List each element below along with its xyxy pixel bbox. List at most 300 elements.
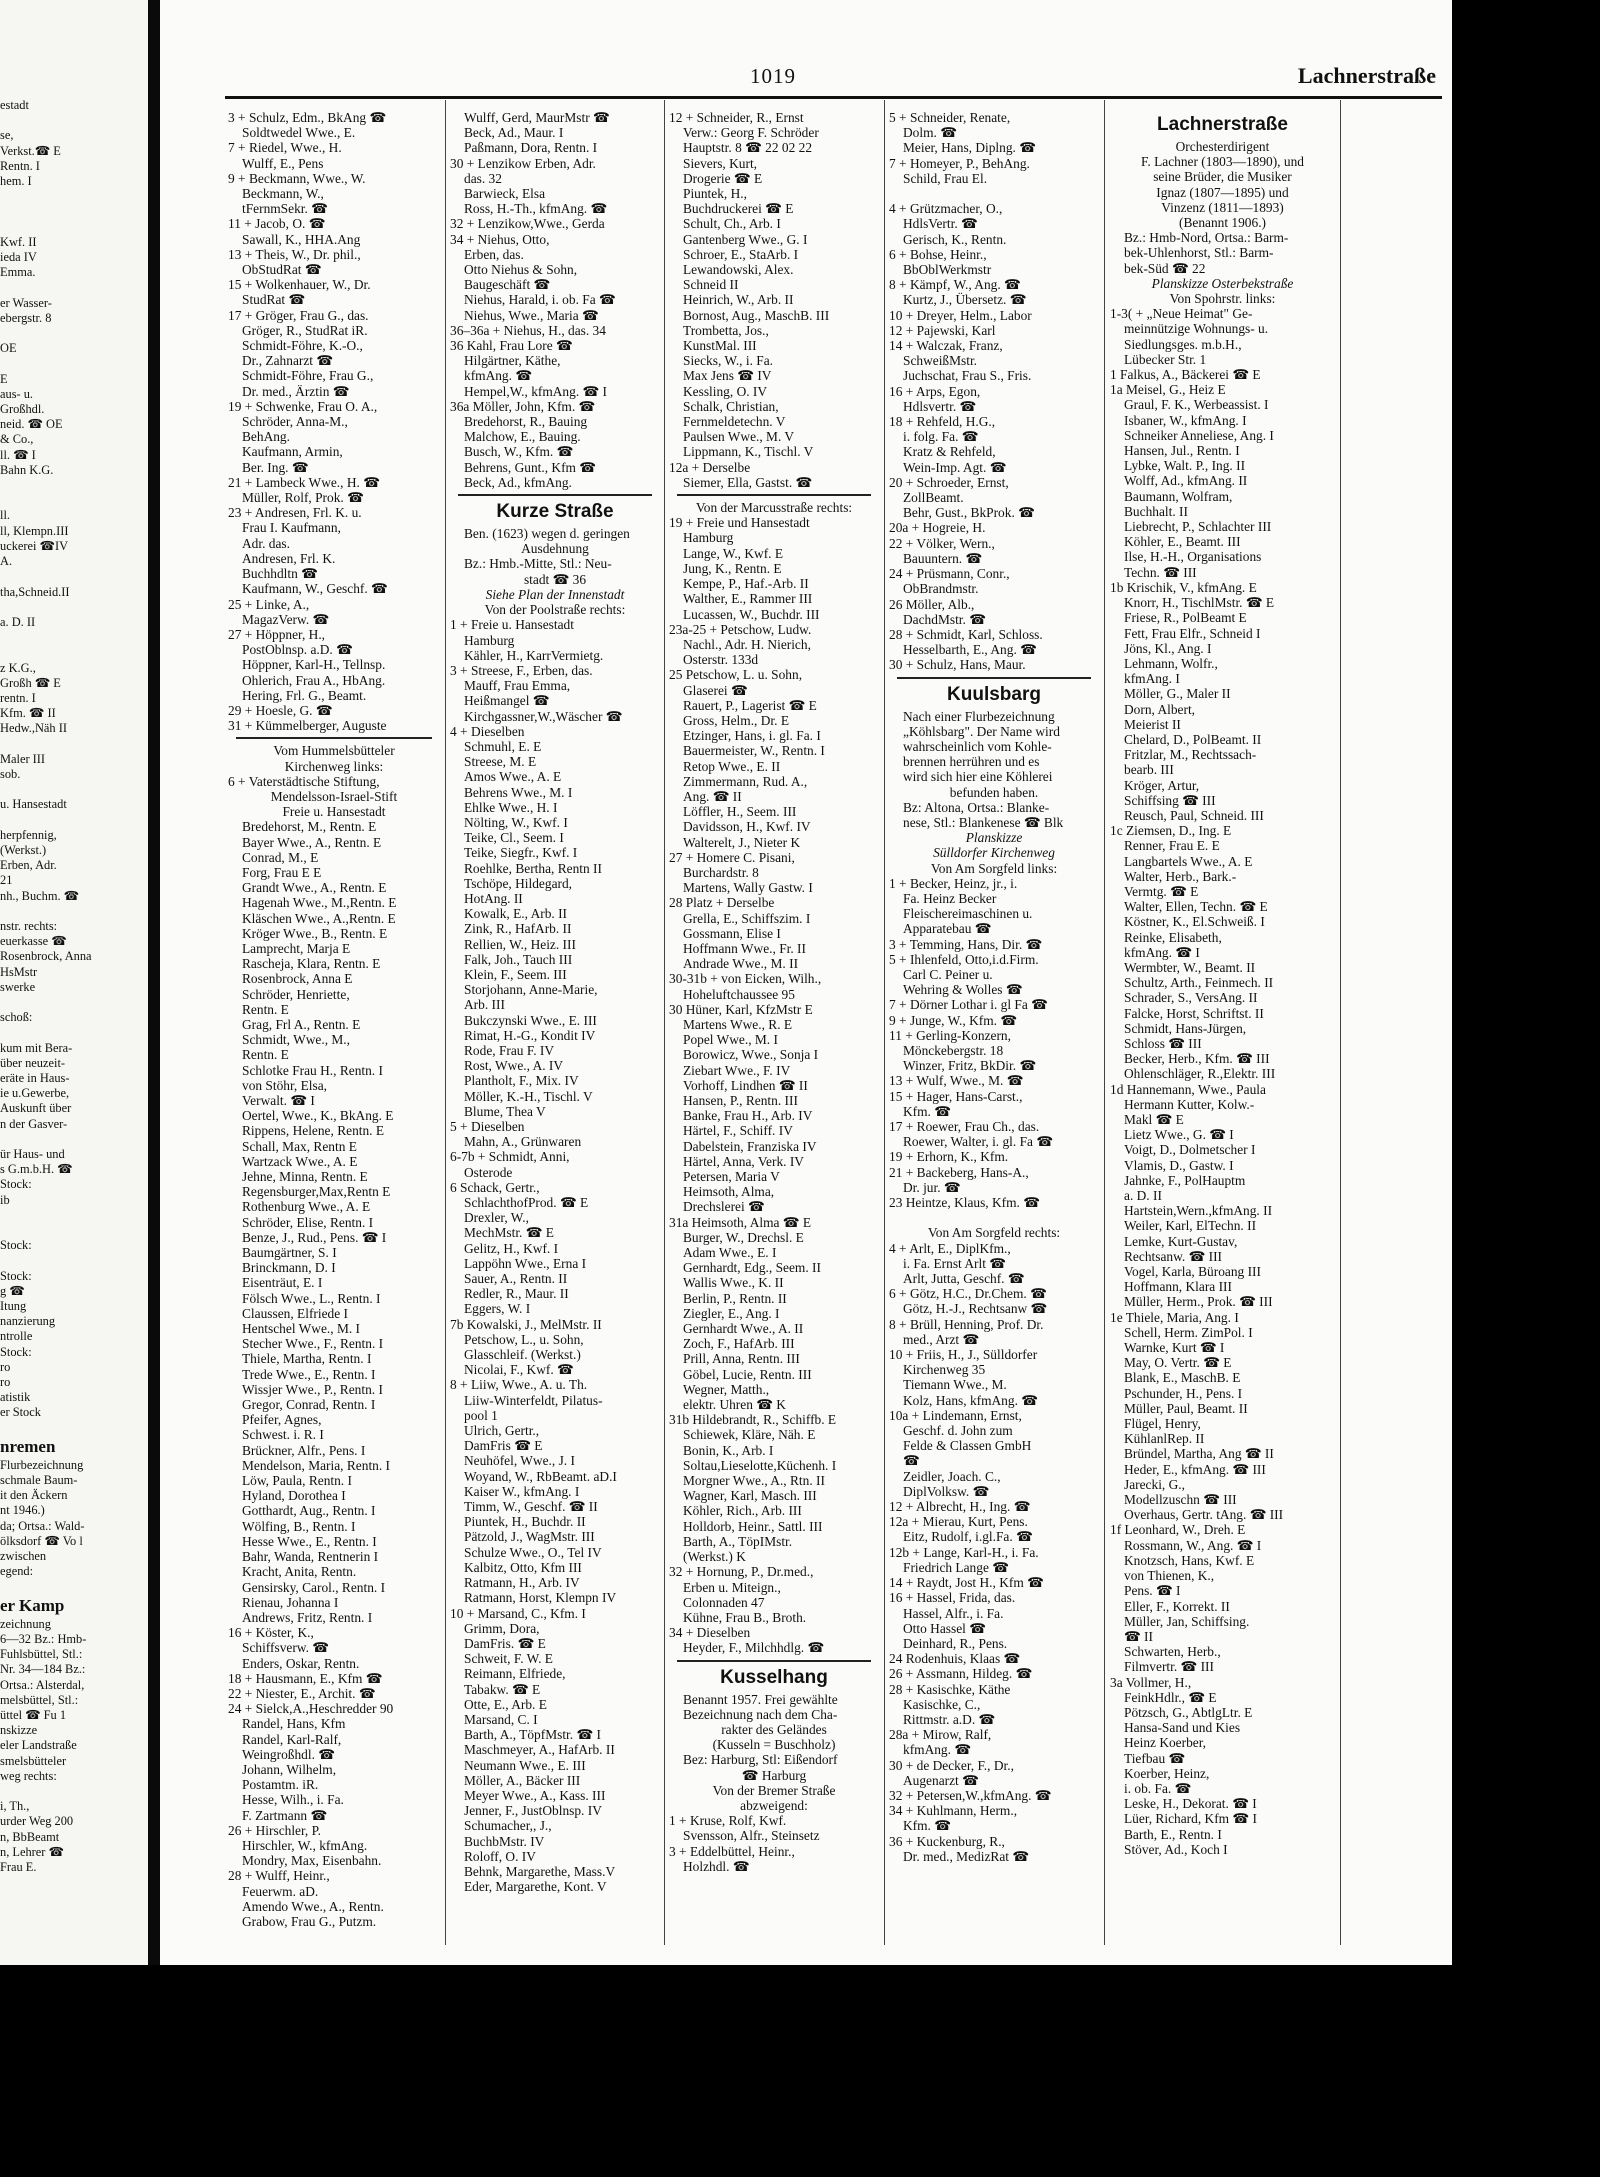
directory-entry: Hoffmann, Klara III (1124, 1279, 1232, 1295)
directory-entry: 7 + Dörner Lothar i. gl Fa ☎ (889, 997, 1048, 1013)
directory-entry: 36–36a + Niehus, H., das. 34 (450, 322, 606, 338)
previous-page-line: 21 (0, 873, 13, 888)
directory-entry: Gensirsky, Carol., Rentn. I (242, 1579, 386, 1595)
directory-entry: Ratmann, H., Arb. IV (464, 1575, 580, 1591)
directory-entry: Rosenbrock, Anna E (242, 971, 353, 987)
directory-entry: wahrscheinlich vom Kohle- (903, 738, 1052, 754)
directory-entry: Schroer, E., StaArb. I (683, 246, 799, 262)
directory-entry: DiplVolksw. ☎ (903, 1483, 990, 1499)
directory-entry: Mahn, A., Grünwaren (464, 1134, 582, 1150)
directory-entry: Timm, W., Geschf. ☎ II (464, 1499, 598, 1515)
directory-entry: Bahr, Wanda, Rentnerin I (242, 1549, 379, 1565)
directory-entry: Schult, Ch., Arb. I (683, 216, 781, 232)
directory-entry: Rittmstr. a.D. ☎ (903, 1711, 996, 1727)
directory-entry: Hering, Frl. G., Beamt. (242, 687, 367, 703)
directory-entry: Bauermeister, W., Rentn. I (683, 743, 825, 759)
directory-entry: Maschmeyer, A., HafArb. II (464, 1742, 615, 1758)
directory-entry: Schneid II (683, 277, 739, 293)
directory-entry: Mendelson, Maria, Rentn. I (242, 1457, 391, 1473)
directory-entry: Weiler, Karl, ElTechn. II (1124, 1218, 1257, 1234)
directory-entry: Soltau,Lieselotte,Küchenh. I (683, 1457, 837, 1473)
directory-entry: Eitz, Rudolf, i.gl.Fa. ☎ (903, 1529, 1033, 1545)
directory-entry: Marsand, C. I (464, 1711, 538, 1727)
directory-entry: 31a Heimsoth, Alma ☎ E (669, 1214, 812, 1230)
directory-entry: Meierist II (1124, 716, 1181, 732)
directory-entry: wird sich hier eine Köhlerei (903, 769, 1053, 785)
directory-entry: Brückner, Alfr., Pens. I (242, 1442, 366, 1458)
directory-entry: Jung, K., Rentn. E (683, 560, 782, 576)
directory-entry: meinnützige Wohnungs- u. (1124, 321, 1269, 337)
directory-entry: Dr. jur. ☎ (903, 1179, 961, 1195)
directory-entry: Gröger, R., StudRat iR. (242, 322, 368, 338)
directory-entry: pool 1 (464, 1407, 498, 1423)
directory-entry: 30-31b + von Eicken, Wilh., (669, 971, 822, 987)
directory-entry: Glasschleif. (Werkst.) (464, 1347, 581, 1363)
directory-entry: Martens, Wally Gastw. I (683, 880, 813, 896)
previous-page-line: melsbüttel, Stl.: (0, 1692, 79, 1707)
directory-entry: SchweißMstr. (903, 353, 978, 369)
previous-page-line: ll, Klempn.III (0, 523, 69, 538)
directory-entry: Löffler, H., Seem. III (683, 804, 797, 820)
directory-entry: Hempel,W., kfmAng. ☎ I (464, 383, 608, 399)
directory-entry: Beck, Ad., Maur. I (464, 125, 564, 141)
directory-entry: 18 + Hausmann, E., Kfm ☎ (228, 1670, 383, 1686)
directory-entry: Kratz & Rehfeld, (903, 444, 996, 460)
directory-entry: Rippens, Helene, Rentn. E (242, 1123, 385, 1139)
directory-entry: 1e Thiele, Maria, Ang. I (1110, 1309, 1239, 1325)
directory-entry: Schmidt-Föhre, K.-O., (242, 338, 363, 354)
directory-entry: FeinkHdlr., ☎ E (1124, 1689, 1217, 1705)
directory-entry: Osterode (464, 1164, 513, 1180)
previous-page-line (0, 995, 146, 1010)
directory-entry: Davidsson, H., Kwf. IV (683, 819, 811, 835)
directory-entry: HotAng. II (464, 890, 523, 906)
previous-page-line: aus- u. (0, 386, 34, 401)
directory-entry: Flügel, Henry, (1124, 1416, 1201, 1432)
directory-entry: Ross, H.-Th., kfmAng. ☎ (464, 201, 608, 217)
directory-entry: Schneiker Anneliese, Ang. I (1124, 427, 1274, 443)
directory-entry: Verwalt. ☎ I (242, 1093, 315, 1108)
directory-entry: Jahnke, F., PolHauptm (1124, 1172, 1246, 1188)
directory-entry: 24 + Prüsmann, Conr., (889, 566, 1010, 582)
directory-entry: Lappöhn Wwe., Erna I (464, 1255, 587, 1271)
directory-entry: 32 + Lenzikow,Wwe., Gerda (450, 216, 605, 232)
directory-entry: Reimann, Elfriede, (464, 1666, 566, 1682)
previous-page-line (0, 280, 146, 295)
directory-entry: Wulff, E., Pens (242, 155, 324, 171)
directory-entry: Tiemann Wwe., M. (903, 1377, 1007, 1393)
directory-entry: Adam Wwe., E. I (683, 1245, 777, 1261)
directory-entry: 14 + Walczak, Franz, (889, 338, 1003, 354)
directory-entry: Baugeschäft ☎ (464, 277, 551, 293)
street-heading: Lachnerstraße (1157, 114, 1288, 135)
directory-entry: 1b Krischik, V., kfmAng. E (1110, 579, 1257, 595)
directory-entry: Piuntek, H., (683, 186, 747, 202)
previous-page-line: ölksdorf ☎ Vo l (0, 1533, 83, 1548)
directory-entry: F. Lachner (1803—1890), und (1141, 154, 1304, 170)
directory-entry: Rimat, H.-G., Kondit IV (464, 1027, 596, 1043)
directory-entry: Schiffsing ☎ III (1124, 792, 1216, 808)
previous-page-line: Rosenbrock, Anna (0, 949, 92, 964)
previous-page-line: atistik (0, 1390, 31, 1405)
directory-entry: Reusch, Paul, Schneid. III (1124, 807, 1264, 823)
directory-entry: Von Am Sorgfeld links: (930, 860, 1058, 876)
directory-entry: BehAng. (242, 429, 290, 445)
directory-entry: Schmidt, Wwe., M., (242, 1032, 350, 1048)
directory-entry: Becker, Herb., Kfm. ☎ III (1124, 1051, 1270, 1067)
directory-entry: Bz.: Hmb-Nord, Ortsa.: Barm- (1124, 230, 1289, 246)
directory-entry: Müller, Paul, Beamt. II (1124, 1400, 1248, 1416)
directory-entry: Kaufmann, W., Geschf. ☎ (242, 581, 388, 597)
directory-entry: Neuhöfel, Wwe., J. I (464, 1453, 575, 1469)
directory-entry: Geschf. d. John zum (903, 1423, 1013, 1439)
directory-entry: Nachl., Adr. H. Nierich, (683, 636, 811, 652)
directory-entry: Schwarten, Herb., (1124, 1644, 1221, 1660)
directory-entry: Graul, F. K., Werbeassist. I (1124, 397, 1269, 413)
previous-page-line: s G.m.b.H. ☎ (0, 1162, 73, 1177)
directory-entry: Regensburger,Max,Rentn E (242, 1184, 391, 1200)
directory-entry: Ulrich, Gertr., (464, 1423, 540, 1439)
previous-page-line: 6—32 Bz.: Hmb- (0, 1631, 87, 1646)
scan-border-right (1452, 0, 1600, 2177)
directory-entry: 21 + Lambeck Wwe., H. ☎ (228, 474, 380, 490)
book-gutter (148, 0, 160, 1965)
directory-entry: 28 + Schmidt, Karl, Schloss. (889, 626, 1043, 642)
directory-entry: elektr. Uhren ☎ K (683, 1397, 786, 1413)
directory-entry: Isbaner, W., kfmAng. I (1124, 412, 1247, 428)
directory-entry: Grabow, Frau G., Putzm. (242, 1913, 377, 1929)
directory-entry: 36 + Kuckenburg, R., (889, 1833, 1005, 1849)
previous-page-line: & Co., (0, 432, 34, 447)
previous-page-line: g ☎ (0, 1283, 25, 1298)
previous-page-line (0, 493, 146, 508)
previous-page-line (0, 1253, 146, 1268)
directory-entry: Weingroßhdl. ☎ (242, 1746, 335, 1762)
directory-entry: (Benannt 1906.) (1178, 215, 1267, 231)
previous-page-line: Kwf. II (0, 234, 37, 249)
directory-entry: 10 + Dreyer, Helm., Labor (889, 307, 1032, 323)
previous-page-line: se, (0, 128, 14, 143)
directory-entry: Grimm, Dora, (464, 1620, 540, 1636)
directory-entry: Neumann Wwe., E. III (464, 1757, 586, 1773)
previous-page-line: kum mit Bera- (0, 1040, 73, 1055)
street-heading: Kurze Straße (496, 501, 614, 523)
directory-entry: Techn. ☎ III (1124, 564, 1197, 580)
directory-entry: Lybke, Walt. P., Ing. II (1124, 458, 1246, 474)
directory-entry: Köhler, Rich., Arb. III (683, 1503, 802, 1519)
previous-page-line (0, 1223, 146, 1238)
column-1 (228, 110, 440, 1929)
column-divider (1104, 100, 1105, 1945)
directory-entry: 5 + Dieselben (450, 1119, 525, 1134)
directory-entry: 7 + Homeyer, P., BehAng. (889, 155, 1030, 171)
directory-entry: Hoffmann Wwe., Fr. II (683, 940, 806, 956)
directory-entry: Filmvertr. ☎ III (1124, 1659, 1214, 1675)
directory-entry: Chelard, D., PolBeamt. II (1124, 731, 1262, 747)
directory-entry: a. D. II (1124, 1188, 1162, 1204)
directory-entry: Teike, Siegfr., Kwf. I (464, 845, 578, 861)
previous-page-line: Kfm. ☎ II (0, 706, 56, 721)
directory-entry: von Stöhr, Elsa, (242, 1077, 328, 1093)
directory-entry: Hamburg (683, 530, 734, 546)
directory-entry: Möller, G., Maler II (1124, 686, 1231, 702)
directory-entry: 6 + Vaterstädtische Stiftung, (228, 773, 380, 789)
street-heading: Kusselhang (720, 1666, 828, 1688)
directory-entry: Schlotke Frau H., Rentn. I (242, 1062, 383, 1078)
column-divider (445, 100, 446, 1945)
directory-entry: 1d Hannemann, Wwe., Paula (1110, 1081, 1266, 1097)
directory-entry: Blume, Thea V (464, 1103, 546, 1119)
directory-entry: bek-Süd ☎ 22 (1124, 260, 1206, 276)
directory-entry: Gossmann, Elise I (683, 925, 781, 941)
directory-entry: Bezeichnung nach dem Cha- (683, 1706, 838, 1722)
previous-page-line: Erben, Adr. (0, 858, 57, 873)
directory-entry: Gantenberg Wwe., G. I (683, 231, 808, 247)
previous-page-line: estadt (0, 98, 29, 112)
directory-entry: Carl C. Peiner u. (903, 966, 993, 982)
directory-entry: Dorn, Albert, (1124, 701, 1196, 717)
directory-entry: 16 + Arps, Egon, (889, 383, 981, 399)
directory-entry: kfmAng. ☎ (464, 368, 533, 384)
directory-entry: Heißmangel ☎ (464, 693, 550, 709)
directory-entry: Kfm. ☎ (903, 1103, 951, 1119)
directory-entry: Sievers, Kurt, (683, 155, 758, 171)
directory-entry: Götz, H.-J., Rechtsanw ☎ (903, 1301, 1048, 1317)
directory-entry: ObStudRat ☎ (242, 262, 322, 278)
directory-entry: Löw, Paula, Rentn. I (242, 1473, 352, 1489)
directory-entry: 28 + Wulff, Heinr., (228, 1868, 330, 1884)
directory-entry: Kühne, Frau B., Broth. (683, 1609, 807, 1625)
directory-entry: Ausdehnung (521, 541, 589, 557)
directory-entry: Falcke, Horst, Schriftst. II (1124, 1005, 1264, 1021)
previous-page-line: über neuzeit- (0, 1055, 66, 1070)
directory-entry: Baumgärtner, S. I (242, 1245, 337, 1261)
directory-entry: Bez: Harburg, Stl: Eißendorf (683, 1752, 838, 1768)
directory-entry: Liiw-Winterfeldt, Pilatus- (464, 1392, 603, 1408)
previous-page-line: urder Weg 200 (0, 1814, 74, 1829)
previous-page-line: zwischen (0, 1549, 47, 1564)
directory-entry: bearb. III (1124, 762, 1174, 778)
directory-entry: Falk, Joh., Tauch III (464, 951, 573, 967)
previous-page-line (0, 1784, 146, 1799)
directory-entry: Behrens Wwe., M. I (464, 784, 573, 800)
directory-entry: 23a-25 + Petschow, Ludw. (669, 621, 812, 637)
directory-entry: Hansa-Sand und Kies (1124, 1720, 1241, 1736)
directory-entry: Wagner, Karl, Masch. III (683, 1488, 817, 1504)
directory-entry: Blank, E., MaschB. E (1124, 1370, 1241, 1386)
directory-entry: Orchesterdirigent (1175, 139, 1270, 154)
directory-entry: Ben. (1623) wegen d. geringen (464, 526, 630, 542)
directory-entry: Felde & Classen GmbH (903, 1438, 1032, 1454)
directory-entry: Roewer, Walter, i. gl. Fa ☎ (903, 1134, 1054, 1150)
directory-entry: 10a + Lindemann, Ernst, (889, 1407, 1022, 1423)
directory-entry: 16 + Köster, K., (228, 1625, 314, 1641)
directory-entry: Hauptstr. 8 ☎ 22 02 22 (683, 140, 813, 156)
directory-entry: 13 + Theis, W., Dr. phil., (228, 246, 361, 262)
directory-entry: Müller, Jan, Schiffsing. (1124, 1613, 1250, 1629)
directory-entry: Niehus, Wwe., Maria ☎ (464, 307, 599, 323)
directory-entry: 29 + Hoesle, G. ☎ (228, 702, 333, 718)
directory-entry: DamFris ☎ E (464, 1438, 543, 1454)
directory-entry: Martens Wwe., R. E (683, 1016, 793, 1032)
directory-entry: 12 + Pajewski, Karl (889, 322, 996, 338)
directory-entry: Barth, A., TöpIMstr. (683, 1533, 793, 1549)
previous-page-line (0, 645, 146, 660)
directory-entry: Petschow, L., u. Sohn, (464, 1331, 584, 1347)
directory-entry: Bredehorst, R., Bauing (464, 414, 588, 430)
previous-page-line: Hedw.,Näh II (0, 721, 67, 736)
column-divider (664, 100, 665, 1945)
directory-entry: Johann, Wilhelm, (242, 1761, 337, 1777)
previous-page-line: nt 1946.) (0, 1503, 45, 1518)
directory-entry: Zimmermann, Rud. A., (683, 773, 808, 789)
directory-entry: Renner, Frau E. E (1124, 838, 1220, 854)
directory-entry: Hansen, Jul., Rentn. I (1124, 443, 1240, 459)
directory-entry: 26 Möller, Alb., (889, 596, 975, 612)
directory-entry: Drexler, W., (464, 1210, 529, 1226)
directory-entry: das. 32 (464, 170, 502, 186)
directory-entry: Pfeifer, Agnes, (242, 1412, 322, 1428)
directory-entry: Feuerwm. aD. (242, 1883, 319, 1899)
previous-page-line: Maler III (0, 751, 46, 766)
directory-entry: Berlin, P., Rentn. II (683, 1290, 787, 1306)
previous-page-line: er Wasser- (0, 295, 52, 310)
previous-page-line (0, 113, 146, 128)
directory-entry: Vlamis, D., Gastw. I (1124, 1157, 1234, 1173)
directory-entry: Popel Wwe., M. I (683, 1032, 778, 1048)
directory-entry: Rode, Frau F. IV (464, 1042, 555, 1058)
directory-entry: Eggers, W. I (464, 1301, 531, 1317)
directory-entry: i. folg. Fa. ☎ (903, 429, 979, 445)
directory-entry: Zeidler, Joach. C., (903, 1468, 1001, 1484)
directory-entry: 4 + Grützmacher, O., (889, 201, 1003, 217)
directory-entry: Gotthardt, Aug., Rentn. I (242, 1503, 376, 1519)
directory-entry: Drogerie ☎ E (683, 170, 763, 186)
directory-entry: Sülldorfer Kirchenweg (933, 845, 1055, 861)
directory-entry: Rascheja, Klara, Rentn. E (242, 956, 381, 972)
previous-page-line: ür Haus- und (0, 1147, 65, 1162)
directory-entry: Gernhardt, Edg., Seem. II (683, 1260, 821, 1276)
directory-entry: Amendo Wwe., A., Rentn. (242, 1898, 384, 1914)
directory-entry: 20 + Schroeder, Ernst, (889, 474, 1009, 490)
directory-page (160, 0, 1452, 1965)
directory-entry: Ang. ☎ II (683, 788, 742, 804)
directory-entry: Hartstein,Wern.,kfmAng. II (1124, 1203, 1273, 1219)
directory-entry: Behrens, Gunt., Kfm ☎ (464, 459, 596, 475)
running-head: Lachnerstraße (1297, 63, 1436, 88)
directory-entry: Fernmeldetechn. V (683, 414, 786, 430)
directory-entry: Kläschen Wwe., A.,Rentn. E (242, 910, 396, 926)
directory-entry (889, 186, 1099, 201)
directory-entry: 8 + Liiw, Wwe., A. u. Th. (450, 1377, 588, 1393)
directory-entry: Mönckebergstr. 18 (903, 1042, 1004, 1058)
directory-entry: i. ob. Fa. ☎ (1124, 1780, 1192, 1796)
previous-page-line: rentn. I (0, 690, 36, 705)
directory-entry: Retop Wwe., E. II (683, 758, 781, 774)
directory-entry: Siedlungsges. m.b.H., (1124, 336, 1242, 352)
directory-entry: Tiefbau ☎ (1124, 1750, 1186, 1766)
directory-entry: Apparatebau ☎ (903, 921, 992, 937)
directory-entry: Baumann, Wolfram, (1124, 488, 1233, 504)
directory-entry: Arlt, Jutta, Geschf. ☎ (903, 1271, 1025, 1287)
directory-entry: Claussen, Elfriede I (242, 1305, 348, 1321)
directory-entry: 1f Leonhard, W., Dreh. E (1110, 1522, 1246, 1538)
directory-entry: 9 + Junge, W., Kfm. ☎ (889, 1012, 1018, 1028)
directory-entry: Paulsen Wwe., M. V (683, 429, 795, 445)
previous-page-line: ieda IV (0, 250, 37, 265)
directory-entry: Brinckmann, D. I (242, 1260, 336, 1276)
directory-entry: Beck, Ad., kfmAng. (464, 474, 572, 490)
directory-entry: 30 + de Decker, F., Dr., (889, 1757, 1014, 1773)
directory-entry: Stecher Wwe., F., Rentn. I (242, 1336, 384, 1352)
directory-entry: Storjohann, Anne-Marie, (464, 982, 598, 998)
directory-entry: Ber. Ing. ☎ (242, 459, 309, 475)
directory-entry: Siehe Plan der Innenstadt (485, 586, 625, 602)
directory-entry: Beckmann, W., (242, 186, 324, 202)
previous-page-line: Nr. 34—184 Bz.: (0, 1662, 86, 1677)
directory-entry: 22 + Niester, E., Archit. ☎ (228, 1685, 376, 1701)
directory-entry: Soldtwedel Wwe., E. (242, 125, 356, 141)
directory-entry: Bauuntern. ☎ (903, 550, 983, 566)
directory-entry: Schumacher,, J., (464, 1818, 552, 1834)
directory-entry: 12a + Mierau, Kurt, Pens. (889, 1514, 1028, 1530)
directory-entry: Rechtsanw. ☎ III (1124, 1248, 1222, 1264)
directory-entry: Mauff, Frau Emma, (464, 678, 571, 694)
previous-page-line: n der Gasver- (0, 1116, 68, 1131)
directory-entry: Wartzack Wwe., A. E (242, 1153, 358, 1169)
directory-entry: Heimsoth, Alma, (683, 1184, 775, 1200)
directory-entry: 5 + Ihlenfeld, Otto,i.d.Firm. (889, 951, 1039, 967)
directory-entry: F. Zartmann ☎ (242, 1807, 328, 1823)
directory-entry: Piuntek, H., Buchdr. II (464, 1514, 586, 1530)
directory-entry: Pötzsch, G., AbtlgLtr. E (1124, 1704, 1253, 1720)
directory-entry: Jarecki, G., (1124, 1476, 1185, 1492)
directory-entry: Niehus, Harald, i. ob. Fa ☎ (464, 292, 616, 308)
directory-entry: 12b + Lange, Karl-H., i. Fa. (889, 1544, 1039, 1560)
previous-page-line: herpfennig, (0, 827, 57, 842)
previous-page-line (0, 220, 146, 235)
directory-entry: Bz: Altona, Ortsa.: Blanke- (903, 799, 1050, 815)
directory-entry: abzweigend: (740, 1797, 808, 1813)
directory-entry: Schröder, Anna-M., (242, 414, 348, 430)
directory-entry: Colonnaden 47 (683, 1594, 765, 1610)
section-rule (677, 1660, 871, 1662)
directory-entry: 21 + Backeberg, Hans-A., (889, 1164, 1029, 1180)
directory-entry: 36a Möller, John, Kfm. ☎ (450, 398, 596, 414)
directory-entry: 6 Schack, Gertr., (450, 1179, 540, 1195)
directory-entry: Kröger Wwe., B., Rentn. E (242, 925, 388, 941)
directory-entry: Kalbitz, Otto, Kfm III (464, 1559, 582, 1575)
directory-entry: brennen herrühren und es (903, 754, 1040, 770)
directory-entry: Paßmann, Dora, Rentn. I (464, 140, 598, 156)
directory-entry: Erben, das. (464, 246, 524, 262)
directory-entry: Kähler, H., KarrVermietg. (464, 647, 604, 663)
directory-entry: befunden haben. (949, 784, 1039, 800)
previous-page-line: Großhdl. (0, 402, 45, 417)
column-divider (884, 100, 885, 1945)
directory-entry: Schmidt, Hans-Jürgen, (1124, 1020, 1247, 1036)
directory-entry: Augenarzt ☎ (903, 1772, 979, 1788)
previous-page-line (0, 813, 146, 828)
previous-page-line: eräte in Haus- (0, 1071, 70, 1085)
directory-entry: Friedrich Lange ☎ (903, 1559, 1009, 1575)
directory-entry: 30 Hüner, Karl, KfzMstr E (669, 1001, 813, 1017)
directory-entry: 24 Rodenhuis, Klaas ☎ (889, 1651, 1021, 1667)
directory-entry: 3a Vollmer, H., (1110, 1674, 1192, 1690)
directory-entry: Wein-Imp. Agt. ☎ (903, 459, 1007, 475)
previous-page-line: eler Landstraße (0, 1738, 77, 1753)
previous-page-line: ib (0, 1192, 10, 1207)
